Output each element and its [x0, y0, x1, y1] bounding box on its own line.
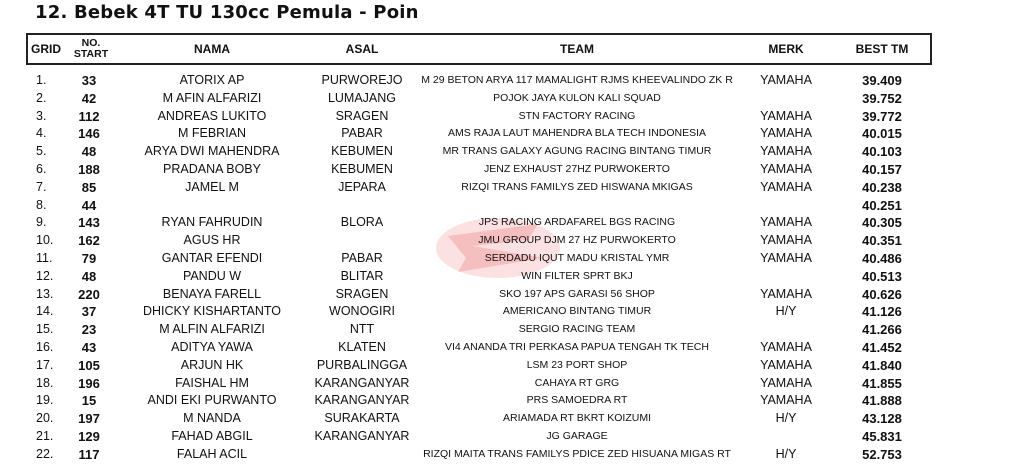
grid-cell: 20.: [36, 411, 54, 426]
start-number-cell: 79: [81, 250, 97, 266]
rider-name-cell: ANDREAS LUKITO: [157, 108, 267, 123]
origin-cell: PABAR: [341, 250, 383, 265]
start-number-cell: 37: [81, 304, 97, 320]
table-row: [0, 143, 1024, 161]
table-row: [0, 375, 1024, 393]
origin-cell: PURWOREJO: [321, 73, 403, 87]
origin-cell: JEPARA: [338, 179, 386, 194]
best-time-cell: 43.128: [862, 411, 902, 427]
grid-cell: 4.: [36, 126, 47, 141]
grid-cell: 1.: [36, 73, 47, 87]
start-number-cell: 48: [81, 268, 97, 284]
origin-cell: [310, 446, 414, 464]
brand-cell: YAMAHA: [760, 179, 812, 194]
header-best: BEST TM: [855, 41, 909, 56]
start-number-cell: 143: [78, 215, 100, 231]
best-time-cell: 40.251: [862, 197, 902, 213]
start-number-cell: 197: [78, 411, 100, 427]
origin-cell: SRAGEN: [335, 286, 389, 301]
start-number-cell: 196: [78, 375, 100, 391]
team-cell: RIZQI TRANS FAMILYS ZED HISWANA MKIGAS: [461, 180, 693, 193]
team-cell: LSM 23 PORT SHOP: [526, 358, 628, 371]
rider-name-cell: M AFIN ALFARIZI: [162, 90, 262, 105]
best-time-cell: 41.855: [862, 375, 902, 391]
results-table-body: [0, 72, 1024, 464]
rider-name-cell: [112, 197, 312, 215]
rider-name-cell: ARYA DWI MAHENDRA: [144, 144, 280, 159]
brand-cell: YAMAHA: [760, 250, 812, 265]
team-cell: PRS SAMOEDRA RT: [526, 394, 628, 407]
header-no-start: [64, 35, 118, 63]
team-cell: RIZQI MAITA TRANS FAMILYS PDICE ZED HISUANA MIGAS RT: [423, 447, 731, 460]
start-number-cell: 43: [81, 339, 97, 355]
best-time-cell: 52.753: [862, 446, 902, 462]
brand-cell: YAMAHA: [760, 108, 812, 123]
header-team: TEAM: [560, 41, 594, 56]
origin-cell: [310, 197, 414, 215]
best-time-cell: 39.409: [862, 73, 902, 88]
grid-cell: 21.: [36, 428, 54, 443]
origin-cell: PABAR: [341, 126, 383, 141]
brand-cell: YAMAHA: [760, 126, 812, 141]
rider-name-cell: DHICKY KISHARTANTO: [143, 304, 281, 319]
team-cell: POJOK JAYA KULON KALI SQUAD: [493, 91, 661, 104]
origin-cell: KARANGANYAR: [314, 428, 410, 443]
table-row: [0, 446, 1024, 464]
brand-cell: YAMAHA: [760, 339, 812, 354]
page-title: 12. Bebek 4T TU 130cc Pemula - Poin: [35, 2, 419, 23]
start-number-cell: 15: [81, 393, 97, 409]
brand-cell: YAMAHA: [760, 375, 812, 390]
origin-cell: [310, 232, 414, 250]
team-cell: WIN FILTER SPRT BKJ: [521, 269, 633, 282]
grid-cell: 9.: [36, 215, 47, 230]
grid-cell: 14.: [36, 304, 54, 319]
rider-name-cell: ATORIX AP: [179, 73, 245, 87]
team-cell: STN FACTORY RACING: [518, 109, 636, 122]
best-time-cell: 41.452: [862, 339, 902, 355]
table-row: [0, 125, 1024, 143]
table-row: [0, 410, 1024, 428]
best-time-cell: 39.772: [862, 108, 902, 124]
table-row: [0, 90, 1024, 108]
best-time-cell: 40.513: [862, 268, 902, 284]
table-row: [0, 357, 1024, 375]
origin-cell: SURAKARTA: [324, 411, 400, 426]
team-cell: SERGIO RACING TEAM: [518, 323, 636, 336]
start-number-cell: 146: [78, 126, 100, 142]
team-cell: SKO 197 APS GARASI 56 SHOP: [499, 287, 655, 300]
origin-cell: PURBALINGGA: [316, 357, 408, 372]
rider-name-cell: JAMEL M: [185, 179, 239, 194]
start-number-cell: 129: [78, 428, 100, 444]
rider-name-cell: FALAH ACIL: [176, 446, 248, 461]
grid-cell: 5.: [36, 144, 47, 159]
best-time-cell: 41.840: [862, 357, 902, 373]
brand-cell: YAMAHA: [760, 215, 812, 230]
brand-cell: YAMAHA: [760, 233, 812, 248]
brand-cell: H/Y: [775, 304, 797, 319]
brand-cell: YAMAHA: [760, 161, 812, 176]
best-time-cell: 40.626: [862, 286, 902, 302]
table-row: [0, 197, 1024, 215]
best-time-cell: 39.752: [862, 90, 902, 106]
team-cell: MR TRANS GALAXY AGUNG RACING BINTANG TIMUR: [442, 145, 712, 158]
table-row: [0, 214, 1024, 232]
header-no-line1: NO.: [81, 37, 101, 49]
origin-cell: BLITAR: [340, 268, 384, 283]
origin-cell: KLATEN: [338, 339, 386, 354]
origin-cell: NTT: [349, 322, 375, 337]
table-row: [0, 161, 1024, 179]
team-cell: JENZ EXHAUST 27HZ PURWOKERTO: [484, 162, 670, 175]
table-row: [0, 428, 1024, 446]
grid-cell: 2.: [36, 90, 47, 105]
brand-cell: H/Y: [775, 446, 797, 461]
table-row: [0, 286, 1024, 304]
brand-cell: YAMAHA: [760, 73, 812, 87]
origin-cell: KARANGANYAR: [314, 393, 410, 408]
best-time-cell: 40.157: [862, 161, 902, 177]
start-number-cell: 42: [81, 90, 97, 106]
grid-cell: 22.: [36, 446, 54, 461]
start-number-cell: 48: [81, 144, 97, 160]
grid-cell: 7.: [36, 179, 47, 194]
rider-name-cell: AGUS HR: [183, 233, 241, 248]
team-cell: VI4 ANANDA TRI PERKASA PAPUA TENGAH TK TECH: [445, 340, 709, 353]
grid-cell: 11.: [36, 250, 53, 265]
origin-cell: KEBUMEN: [331, 144, 393, 159]
team-cell: JPS RACING ARDAFAREL BGS RACING: [478, 216, 676, 229]
rider-name-cell: FAISHAL HM: [175, 375, 249, 390]
best-time-cell: 40.486: [862, 250, 902, 266]
brand-cell: YAMAHA: [760, 393, 812, 408]
table-row: [0, 268, 1024, 286]
origin-cell: BLORA: [340, 215, 384, 230]
brand-cell: YAMAHA: [760, 144, 812, 159]
rider-name-cell: ANDI EKI PURWANTO: [147, 393, 277, 408]
start-number-cell: 112: [78, 108, 100, 124]
grid-cell: 13.: [36, 286, 54, 301]
start-number-cell: 23: [81, 322, 97, 338]
table-row: [0, 321, 1024, 339]
start-number-cell: 162: [78, 233, 100, 249]
best-time-cell: 45.831: [862, 428, 902, 444]
best-time-cell: 40.305: [862, 215, 902, 231]
team-cell: JG GARAGE: [546, 429, 608, 442]
header-merk: MERK: [768, 41, 804, 56]
rider-name-cell: M NANDA: [183, 411, 241, 426]
grid-cell: 10.: [36, 233, 54, 248]
team-cell: JMU GROUP DJM 27 HZ PURWOKERTO: [478, 234, 676, 247]
best-time-cell: 40.103: [862, 144, 902, 160]
brand-cell: YAMAHA: [760, 286, 812, 301]
origin-cell: SRAGEN: [335, 108, 389, 123]
team-cell: SERDADU IQUT MADU KRISTAL YMR: [484, 251, 670, 264]
grid-cell: 19.: [36, 393, 54, 408]
start-number-cell: 188: [78, 161, 100, 177]
rider-name-cell: GANTAR EFENDI: [161, 250, 263, 265]
team-cell: AMERICANO BINTANG TIMUR: [502, 305, 652, 318]
origin-cell: KEBUMEN: [331, 161, 393, 176]
start-number-cell: 117: [78, 446, 100, 462]
brand-cell: YAMAHA: [760, 357, 812, 372]
grid-cell: 8.: [36, 197, 47, 212]
table-row: [0, 392, 1024, 410]
brand-cell: [742, 321, 830, 339]
header-no-line2: START: [73, 48, 109, 60]
grid-cell: 16.: [36, 339, 54, 354]
origin-cell: WONOGIRI: [329, 304, 395, 319]
grid-cell: 17.: [36, 357, 54, 372]
start-number-cell: 44: [81, 197, 97, 213]
origin-cell: LUMAJANG: [327, 90, 397, 105]
rider-name-cell: PANDU W: [182, 268, 242, 283]
brand-cell: [742, 428, 830, 446]
table-row: [0, 72, 1024, 90]
team-cell: ARIAMADA RT BKRT KOIZUMI: [502, 412, 651, 425]
table-row: [0, 179, 1024, 197]
grid-cell: 18.: [36, 375, 54, 390]
rider-name-cell: ADITYA YAWA: [171, 339, 253, 354]
start-number-cell: 105: [78, 357, 100, 373]
start-number-cell: 220: [78, 286, 100, 302]
table-row: [0, 339, 1024, 357]
table-header: [26, 33, 932, 65]
start-number-cell: 85: [81, 179, 97, 195]
origin-cell: KARANGANYAR: [314, 375, 410, 390]
table-row: [0, 232, 1024, 250]
rider-name-cell: BENAYA FARELL: [162, 286, 262, 301]
header-nama: NAMA: [194, 41, 230, 56]
table-row: [0, 303, 1024, 321]
header-asal: ASAL: [345, 41, 379, 56]
header-grid: GRID: [31, 41, 61, 56]
best-time-cell: 41.126: [862, 304, 902, 320]
best-time-cell: 40.015: [862, 126, 902, 142]
brand-cell: H/Y: [775, 411, 797, 426]
team-cell: AMS RAJA LAUT MAHENDRA BLA TECH INDONESIA: [447, 127, 707, 140]
grid-cell: 6.: [36, 161, 47, 176]
table-row: [0, 250, 1024, 268]
rider-name-cell: PRADANA BOBY: [163, 161, 261, 176]
grid-cell: 15.: [36, 322, 54, 337]
rider-name-cell: ARJUN HK: [180, 357, 244, 372]
table-row: [0, 108, 1024, 126]
rider-name-cell: RYAN FAHRUDIN: [161, 215, 263, 230]
rider-name-cell: M FEBRIAN: [177, 126, 247, 141]
best-time-cell: 40.238: [862, 179, 902, 195]
grid-cell: 3.: [36, 108, 47, 123]
rider-name-cell: FAHAD ABGIL: [171, 428, 253, 443]
team-cell: [412, 197, 742, 215]
team-cell: M 29 BETON ARYA 117 MAMALIGHT RJMS KHEEVALINDO ZK R: [421, 74, 733, 86]
brand-cell: [742, 90, 830, 108]
start-number-cell: 33: [81, 73, 97, 88]
best-time-cell: 41.888: [862, 393, 902, 409]
best-time-cell: 40.351: [862, 233, 902, 249]
brand-cell: [742, 197, 830, 215]
best-time-cell: 41.266: [862, 322, 902, 338]
grid-cell: 12.: [36, 268, 54, 283]
team-cell: CAHAYA RT GRG: [534, 376, 620, 389]
brand-cell: [742, 268, 830, 286]
rider-name-cell: M ALFIN ALFARIZI: [159, 322, 265, 337]
